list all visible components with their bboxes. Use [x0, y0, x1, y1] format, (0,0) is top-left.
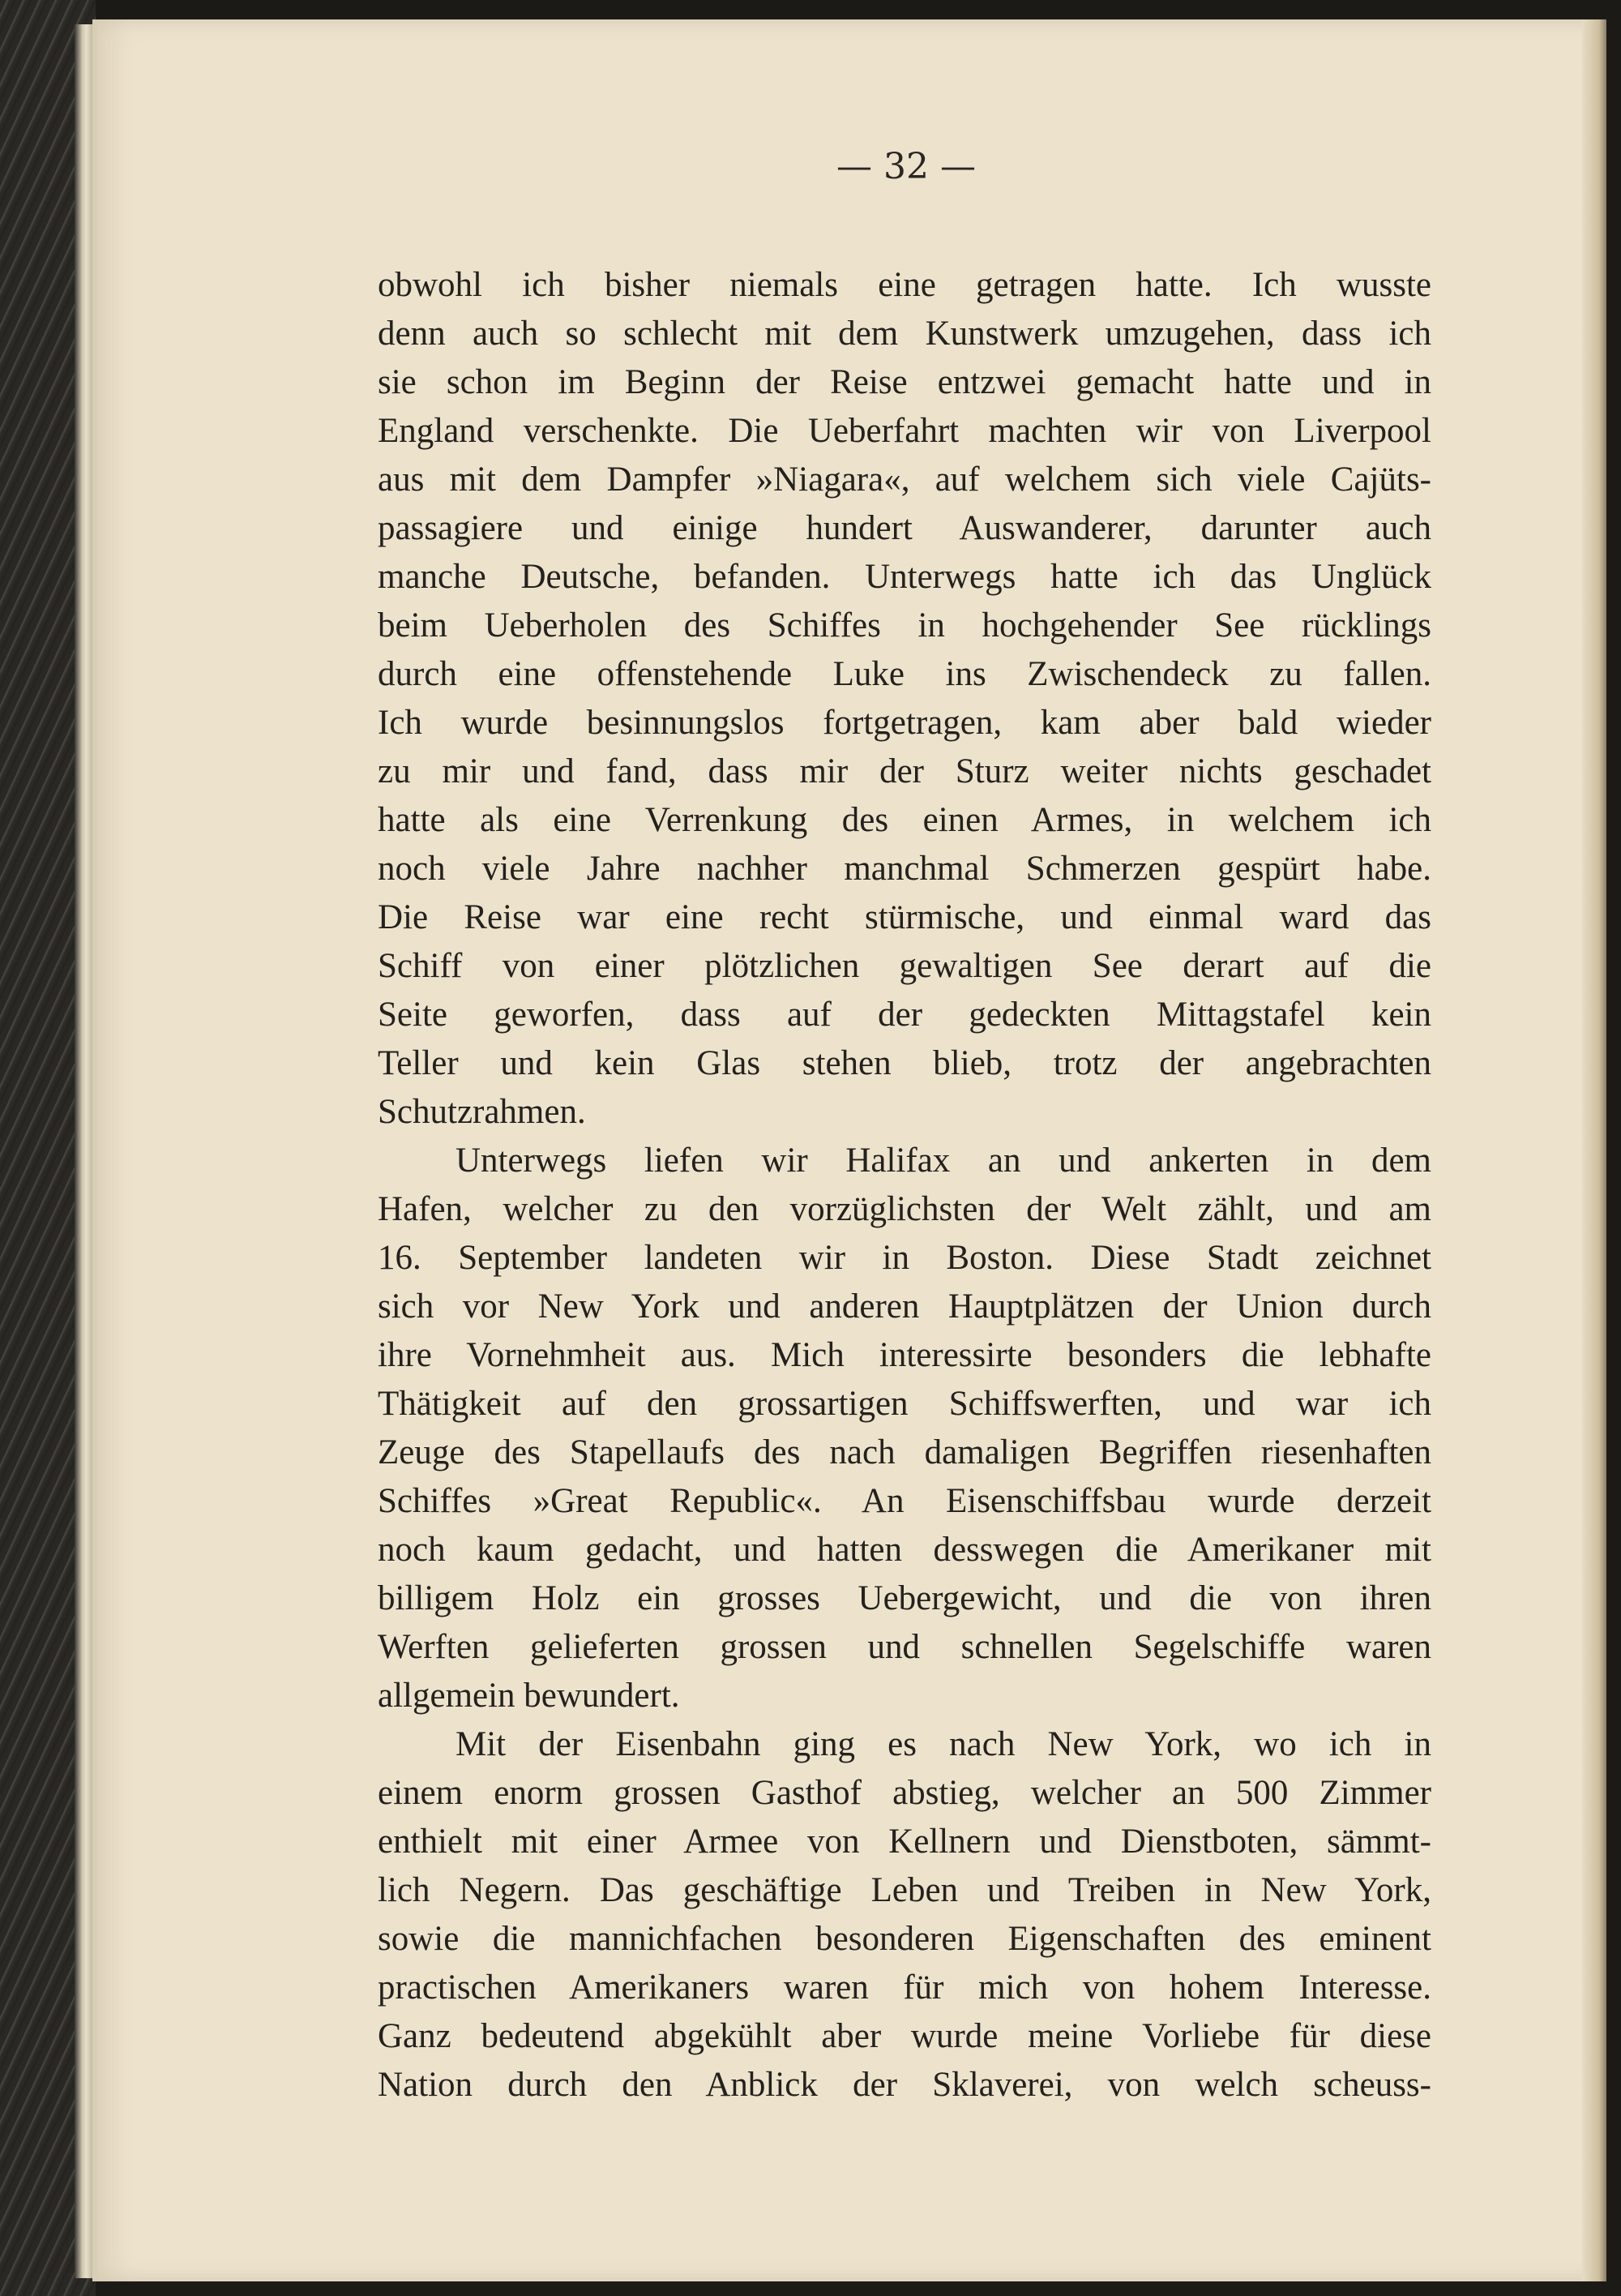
text-line: Zeuge des Stapellaufs des nach damaligen Begriffen riesenhaften: [378, 1433, 1431, 1471]
text-line: passagiere und einige hundert Auswanderer, darunter auch: [378, 509, 1431, 547]
text-line: noch viele Jahre nachher manchmal Schmerzen gespürt habe.: [378, 850, 1431, 888]
body-text: [378, 261, 1431, 2110]
page-number: [96, 146, 1621, 187]
text-line: billigem Holz ein grosses Uebergewicht, und die von ihren: [378, 1579, 1431, 1617]
page-right-edge: [1582, 19, 1606, 2281]
text-line: Schutzrahmen.: [378, 1093, 586, 1131]
text-line: Mit der Eisenbahn ging es nach New York, wo ich in: [456, 1725, 1431, 1763]
text-line: 16. September landeten wir in Boston. Diese Stadt zeichnet: [378, 1239, 1431, 1277]
text-line: aus mit dem Dampfer »Niagara«, auf welchem sich viele Cajüts-: [378, 460, 1431, 499]
text-line: Unterwegs liefen wir Halifax an und ankerten in dem: [456, 1142, 1431, 1180]
text-line: durch eine offenstehende Luke ins Zwischendeck zu fallen.: [378, 655, 1431, 693]
text-line: noch kaum gedacht, und hatten desswegen die Amerikaner mit: [378, 1531, 1431, 1569]
text-line: practischen Amerikaners waren für mich von hohem Interesse.: [378, 1968, 1431, 2007]
paragraph-2: [378, 1137, 1431, 1720]
text-line: Die Reise war eine recht stürmische, und einmal ward das: [378, 898, 1431, 936]
text-line: sowie die mannichfachen besonderen Eigenschaften des eminent: [378, 1920, 1431, 1958]
text-line: hatte als eine Verrenkung des einen Armes, in welchem ich: [378, 801, 1431, 839]
text-line: enthielt mit einer Armee von Kellnern und Dienstboten, sämmt-: [378, 1823, 1431, 1861]
paragraph-1: [378, 261, 1431, 1137]
text-line: allgemein bewundert.: [378, 1677, 680, 1715]
text-line: lich Negern. Das geschäftige Leben und Treiben in New York,: [378, 1871, 1431, 1909]
text-line: Thätigkeit auf den grossartigen Schiffswerften, und war ich: [378, 1385, 1431, 1423]
page-stack-edge: [75, 24, 94, 2278]
text-line: obwohl ich bisher niemals eine getragen hatte. Ich wusste: [378, 266, 1431, 304]
text-line: Seite geworfen, dass auf der gedeckten Mittagstafel kein: [378, 996, 1431, 1034]
text-line: zu mir und fand, dass mir der Sturz weiter nichts geschadet: [378, 752, 1431, 790]
text-line: manche Deutsche, befanden. Unterwegs hatte ich das Unglück: [378, 558, 1431, 596]
text-line: Schiff von einer plötzlichen gewaltigen See derart auf die: [378, 947, 1431, 985]
text-line: England verschenkte. Die Ueberfahrt machten wir von Liverpool: [378, 412, 1431, 450]
text-line: Ich wurde besinnungslos fortgetragen, kam aber bald wieder: [378, 704, 1431, 742]
text-line: Schiffes »Great Republic«. An Eisenschiffsbau wurde derzeit: [378, 1482, 1431, 1520]
text-line: Ganz bedeutend abgekühlt aber wurde meine Vorliebe für diese: [378, 2017, 1431, 2055]
text-line: beim Ueberholen des Schiffes in hochgehender See rücklings: [378, 606, 1431, 645]
text-line: Hafen, welcher zu den vorzüglichsten der Welt zählt, und am: [378, 1190, 1431, 1228]
text-line: Teller und kein Glas stehen blieb, trotz der angebrachten: [378, 1044, 1431, 1082]
page-number-text: — 32 —: [836, 146, 976, 187]
paragraph-3: [378, 1720, 1431, 2110]
text-line: ihre Vornehmheit aus. Mich interessirte besonders die lebhafte: [378, 1336, 1431, 1374]
text-line: sie schon im Beginn der Reise entzwei gemacht hatte und in: [378, 363, 1431, 401]
text-line: Nation durch den Anblick der Sklaverei, von welch scheuss-: [378, 2066, 1431, 2104]
text-line: Werften gelieferten grossen und schnellen Segelschiffe waren: [378, 1628, 1431, 1666]
text-line: sich vor New York und anderen Hauptplätzen der Union durch: [378, 1287, 1431, 1326]
text-line: denn auch so schlecht mit dem Kunstwerk umzugehen, dass ich: [378, 315, 1431, 353]
text-line: einem enorm grossen Gasthof abstieg, welcher an 500 Zimmer: [378, 1774, 1431, 1812]
